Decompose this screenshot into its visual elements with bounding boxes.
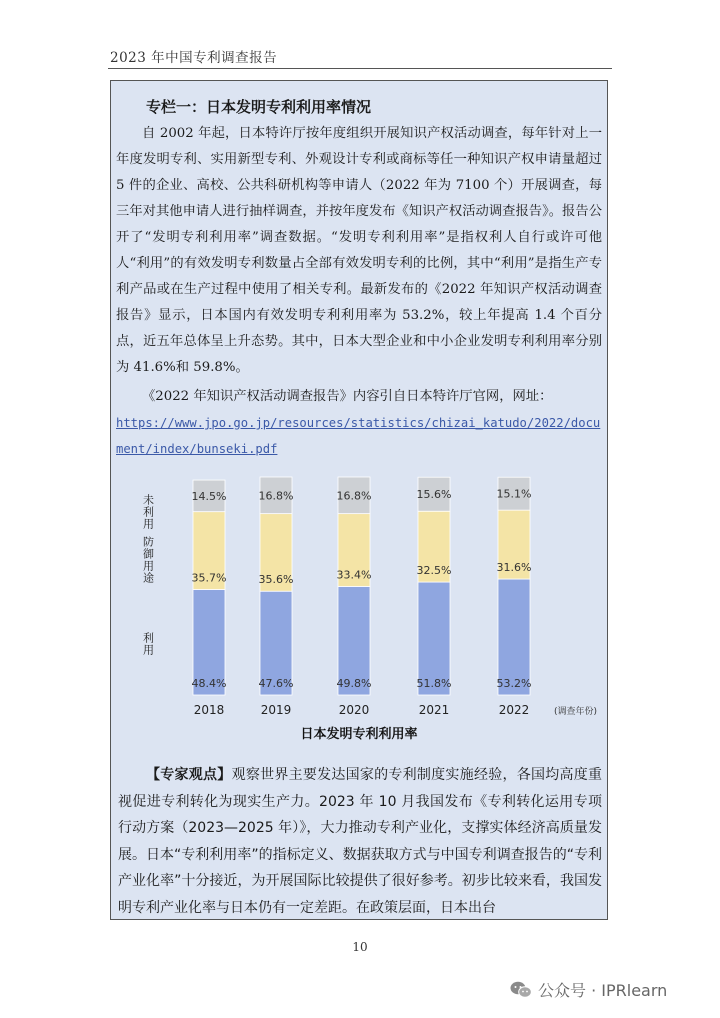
data-label-1-2021: 32.5% [416,564,452,578]
series-label-2: 利用 [141,632,155,656]
watermark-text: 公众号 · IPRlearn [538,981,668,1000]
data-label-1-2022: 31.6% [496,561,532,575]
watermark [510,978,667,1003]
expert-text: 观察世界主要发达国家的专利制度实施经验，各国均高度重视促进专利转化为现实生产力。2023 年 10 月我国发布《专利转化运用专项行动方案（2023—2025 年）》，大力推动专利产业化，支撑实体经济高质量发展。日本“专利利用率”的指标定义、数据获取方式与中国专利调查报告的“专利产业化率”十分接近，为开展国际比较提供了很好参考。初步比较来看，我国发明专利产业化率与日本仍有一定差距。在政策层面，日本出台 [118,767,603,916]
x-tick-2018: 2018 [193,703,225,717]
data-label-1-2019: 35.6% [258,573,294,587]
series-label-1: 防御用途 [141,536,155,584]
patent-utilization-chart [116,470,602,755]
data-label-2-2021: 15.6% [416,488,452,502]
box-paragraph-1: 自 2002 年起，日本特许厅按年度组织开展知识产权活动调查，每年针对上一年度发明专利、实用新型专利、外观设计专利或商标等任一种知识产权申请量超过 5 件的企业、高校、公共科研机构等申请人（2022 年为 7100 个）开展调查，每三年对其他申请人进行抽样调查，并按年度发布《知识产权活动调查报告》。报告公开了“发明专利利用率”调查数据。“发明专利利用率”是指权利人自行或许可他人“利用”的有效发明专利数量占全部有效发明专利的比例，其中“利用”是指生产专利产品或在生产过程中使用了相关专利。最新发布的《2022 年知识产权活动调查报告》显示，日本国内有效发明专利利用率为 53.2%，较上年提高 1.4 个百分点，近五年总体呈上升态势。其中，日本大型企业和中小企业发明专利利用率分别为 41.6%和 59.8%。 [116,126,602,375]
data-label-2-2018: 14.5% [191,489,227,503]
data-label-0-2019: 47.6% [258,677,294,690]
x-tick-2022: 2022 [498,703,530,717]
expert-tag: 【专家观点】 [146,767,232,783]
data-label-0-2022: 53.2% [496,677,532,690]
data-label-0-2018: 48.4% [191,677,227,690]
running-header: 2023 年中国专利调查报告 [110,50,278,66]
data-label-0-2021: 51.8% [416,677,452,690]
data-label-1-2018: 35.7% [191,571,227,585]
page-number: 10 [352,940,368,954]
source-link[interactable]: https://www.jpo.go.jp/resources/statistics/chizai_katudo/2022/document/index/bunseki.pdf [116,416,601,456]
wechat-icon [510,981,532,1003]
expert-opinion [118,762,602,921]
box-paragraph-2: 《2022 年知识产权活动调查报告》内容引自日本特许厅官网，网址： [142,389,553,404]
x-tick-2020: 2020 [338,703,370,717]
data-label-0-2020: 49.8% [336,677,372,690]
data-label-2-2019: 16.8% [258,489,294,503]
x-tick-2021: 2021 [418,703,450,717]
box-title: 专栏一：日本发明专利利用率情况 [146,98,372,116]
x-axis-unit: (调查年份) [554,707,598,717]
chart-title: 日本发明专利利用率 [300,727,418,742]
data-label-2-2022: 15.1% [496,487,532,501]
data-label-1-2020: 33.4% [336,568,372,582]
x-tick-2019: 2019 [260,703,292,717]
series-label-0: 未利用 [141,494,155,530]
data-label-2-2020: 16.8% [336,489,372,503]
header-rule [108,68,612,69]
